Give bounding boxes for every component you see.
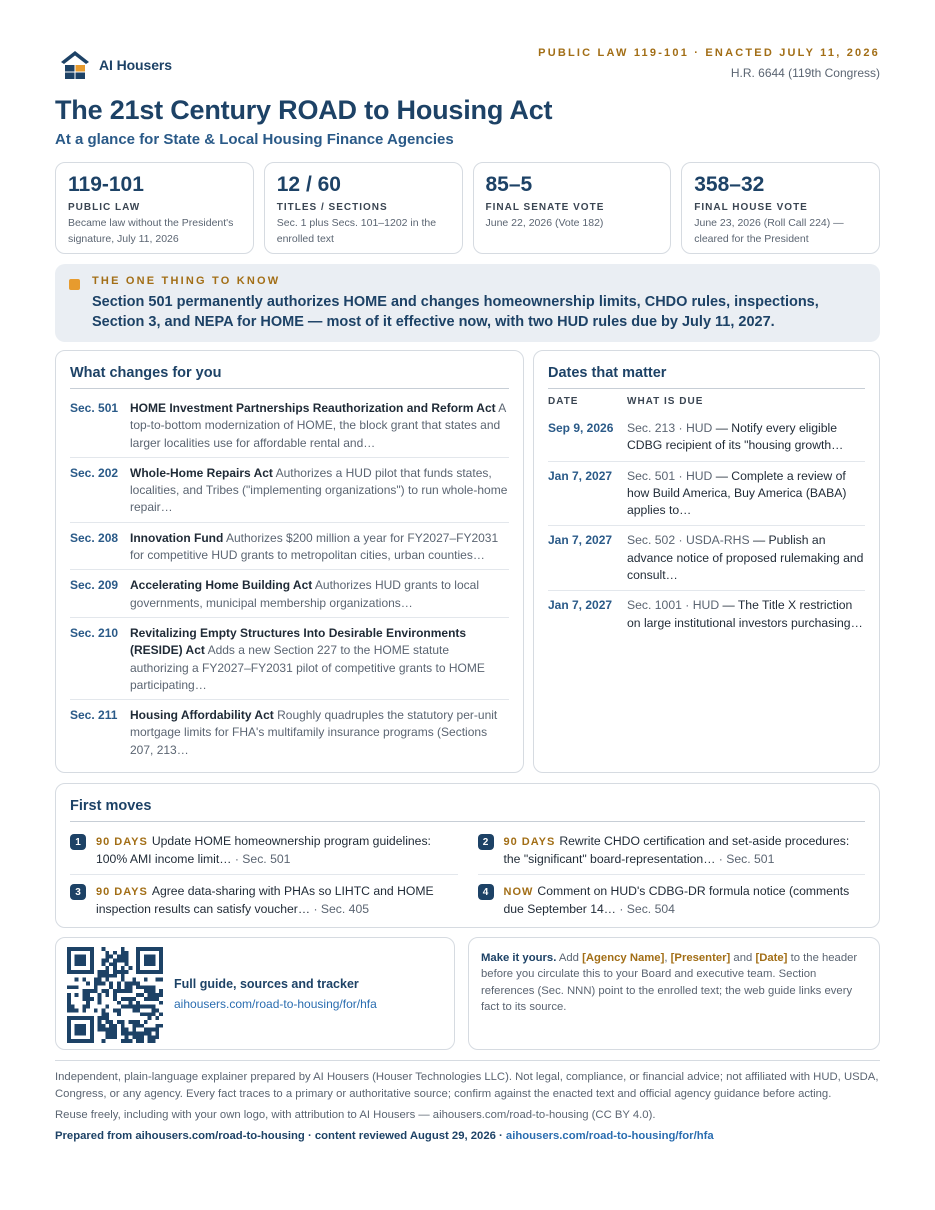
date-row [548,414,865,462]
date-value: Jan 7, 2027 [548,598,613,613]
change-item [70,700,509,764]
change-name: Accelerating Home Building Act [130,578,313,593]
change-section: Sec. 210 [70,625,119,640]
guide-title: Full guide, sources and tracker [174,977,359,991]
change-body [130,530,509,565]
changes-panel [55,350,524,773]
move-timing-tag: 90 DAYS [96,836,148,848]
stat-card-senate-vote [473,162,672,254]
house-logo-icon [60,49,90,80]
move-text [504,833,866,868]
yours-text: Add [556,952,583,964]
date-value: Sep 9, 2026 [548,421,614,435]
prepared-link[interactable]: aihousers.com/road-to-housing/for/hfa [505,1129,714,1142]
date-text: — Publish an advance notice of proposed rulemaking and consult… [627,533,864,583]
stat-label: FINAL SENATE VOTE [485,202,605,213]
change-body [130,465,509,517]
change-section: Sec. 211 [70,708,118,723]
date-description [627,420,865,455]
change-desc: Roughly quadruples the statutory per-unit mortgage limits for FHA's multifamily insurance programs (Sections 207, 213… [130,708,498,757]
change-body [130,400,509,452]
date-row [548,462,865,527]
date-text: — Complete a review of how Build America, Buy America (BABA) applies to… [627,468,847,518]
footer-reuse: Reuse freely, including with your own logo, with attribution to AI Housers — aihousers.com/road-to-housing (CC BY 4.0). [55,1109,656,1122]
stat-card-titles-sections [264,162,463,254]
move-item [478,831,866,875]
move-section: · Sec. 501 [715,852,775,866]
change-section: Sec. 209 [70,578,119,593]
move-section: · Sec. 504 [615,902,675,916]
change-name: Innovation Fund [130,530,224,545]
law-meta [538,47,880,80]
change-desc: Adds a new Section 227 to the HOME statute authorizing a FY2027–FY2031 pilot of competitive grants to HOME participating… [130,643,485,692]
dates-table-header [548,389,865,414]
changes-list [70,393,509,764]
change-section: Sec. 202 [70,465,119,480]
prepared-text: Prepared from aihousers.com/road-to-housing · content reviewed August 29, 2026 · [55,1129,506,1142]
change-body [130,577,509,612]
stat-label: FINAL HOUSE VOTE [694,202,808,213]
yours-text: to the header before you circulate this to your Board and executive team. Section references (Sec. NNN) point to the enrolled text; the web guide links every fact to its source. [481,952,858,1014]
date-value: Jan 7, 2027 [548,533,613,548]
brand-name: AI Housers [99,56,172,73]
date-text: — The Title X restriction on large institutional investors purchasing… [627,598,863,630]
callout-kicker: THE ONE THING TO KNOW [92,275,281,287]
change-desc: Authorizes $200 million a year for FY2027–FY2031 for competitive HUD grants to metropolitan cities, urban counties… [130,530,499,563]
col-header-due: WHAT IS DUE [627,396,704,407]
move-number-badge: 3 [70,884,86,900]
stat-value: 119-101 [68,173,144,196]
date-section: Sec. 502 · USDA-RHS [627,533,750,548]
stat-value: 12 / 60 [276,173,341,196]
brand-logo [60,49,172,80]
change-desc: Authorizes a HUD pilot that funds states, localities, and Tribes ("implementing organizations") to run whole-home repair… [130,465,508,515]
stat-cards [55,162,880,254]
change-desc: Authorizes HUD grants to local governments, municipal membership organizations… [130,578,479,610]
date-text: — Notify every eligible CDBG recipient of its "housing growth… [627,421,844,453]
change-item [70,523,509,571]
date-section: Sec. 501 · HUD [627,468,713,483]
move-timing-tag: 90 DAYS [96,886,148,898]
date-description [627,468,865,520]
col-header-date: DATE [548,396,579,407]
date-section: Sec. 1001 · HUD [627,598,720,613]
date-row [548,591,865,638]
stat-value: 358–32 [694,173,765,196]
yours-text: and [730,952,756,964]
stat-note: Sec. 1 plus Secs. 101–1202 in the enrolled text [276,217,437,245]
dates-panel [533,350,880,773]
date-description [627,532,865,584]
first-moves-panel [55,783,880,928]
date-row [548,526,865,591]
page-subtitle: At a glance for State & Local Housing Finance Agencies [55,131,454,148]
move-section: · Sec. 405 [310,902,370,916]
page-title: The 21st Century ROAD to Housing Act [55,95,553,125]
moves-list [70,831,865,924]
guide-link[interactable]: aihousers.com/road-to-housing/for/hfa [174,997,377,1011]
change-name: Housing Affordability Act [130,708,274,723]
dates-title: Dates that matter [548,365,865,389]
moves-title: First moves [70,798,865,822]
move-number-badge: 1 [70,834,86,850]
change-item [70,618,509,700]
move-timing-tag: 90 DAYS [503,836,556,848]
stat-label: TITLES / SECTIONS [276,202,388,213]
change-desc: A top-to-bottom modernization of HOME, the block grant that states and larger localities use for affordable rental and… [130,401,506,450]
move-text [96,883,458,918]
move-item [478,881,866,924]
move-number-badge: 4 [478,884,494,900]
move-action: Rewrite CHDO certification and set-aside procedures: the "significant" board-representation… [503,834,850,866]
move-number-badge: 2 [478,834,494,850]
change-body [130,707,509,759]
change-item [70,570,509,618]
placeholder-date: [Date] [755,952,788,964]
stat-card-house-vote [681,162,880,254]
date-description [627,597,865,632]
placeholder-agency-name: [Agency Name] [582,952,665,964]
move-text [504,883,866,918]
stat-note: June 23, 2026 (Roll Call 224) — cleared for the President [694,217,844,245]
move-action: Update HOME homeownership program guidelines: 100% AMI income limit… [96,834,431,866]
yours-text: , [664,952,671,964]
bill-number: H.R. 6644 (119th Congress) [730,66,880,80]
page-footer [55,1060,880,1144]
move-item [70,831,458,875]
move-timing-tag: NOW [503,886,534,898]
changes-title: What changes for you [70,365,509,389]
make-it-yours-lead: Make it yours. [481,952,557,964]
key-takeaway-callout [55,264,880,342]
move-section: · Sec. 501 [231,852,291,866]
callout-marker-icon [69,279,80,290]
move-action: Agree data-sharing with PHAs so LIHTC and HOME inspection results can satisfy voucher… [96,884,434,916]
move-text [96,833,458,868]
stat-note: June 22, 2026 (Vote 182) [485,217,604,229]
footer-prepared [55,1128,880,1145]
change-name: HOME Investment Partnerships Reauthorization and Reform Act [130,401,496,415]
change-section: Sec. 208 [70,530,119,545]
change-name: Whole-Home Repairs Act [130,465,273,480]
move-action: Comment on HUD's CDBG-DR formula notice (comments due September 14… [503,884,850,916]
footer-disclaimer: Independent, plain-language explainer prepared by AI Housers (Houser Technologies LLC). Not legal, compliance, or financial advice; not affiliated with HUD, USDA, Congress, or any agency. Every fact traces to a primary or authoritative source; confirm against the enacted text and official agency guidance before acting. [55,1071,879,1100]
stat-label: PUBLIC LAW [68,202,141,213]
change-body [130,625,509,694]
date-value: Jan 7, 2027 [548,468,613,483]
stat-value: 85–5 [485,173,533,196]
change-item [70,458,509,523]
placeholder-presenter: [Presenter] [670,952,731,964]
stat-card-public-law [55,162,254,254]
move-item [70,881,458,924]
callout-text: Section 501 permanently authorizes HOME and changes homeownership limits, CHDO rules, inspections, Section 3, and NEPA for HOME — most of it effective now, with two HUD rules due by July 11, 2027. [92,294,819,330]
change-name: Revitalizing Empty Structures Into Desirable Environments (RESIDE) Act [130,625,467,658]
make-it-yours-card [468,937,880,1050]
public-law-line: PUBLIC LAW 119-101 · ENACTED JULY 11, 2026 [538,47,880,59]
qr-code-icon[interactable] [67,947,163,1043]
stat-note: Became law without the President's signature, July 11, 2026 [68,217,234,245]
change-item [70,393,509,458]
guide-qr-card [55,937,455,1050]
change-section: Sec. 501 [70,401,119,415]
date-section: Sec. 213 · HUD [627,421,713,435]
